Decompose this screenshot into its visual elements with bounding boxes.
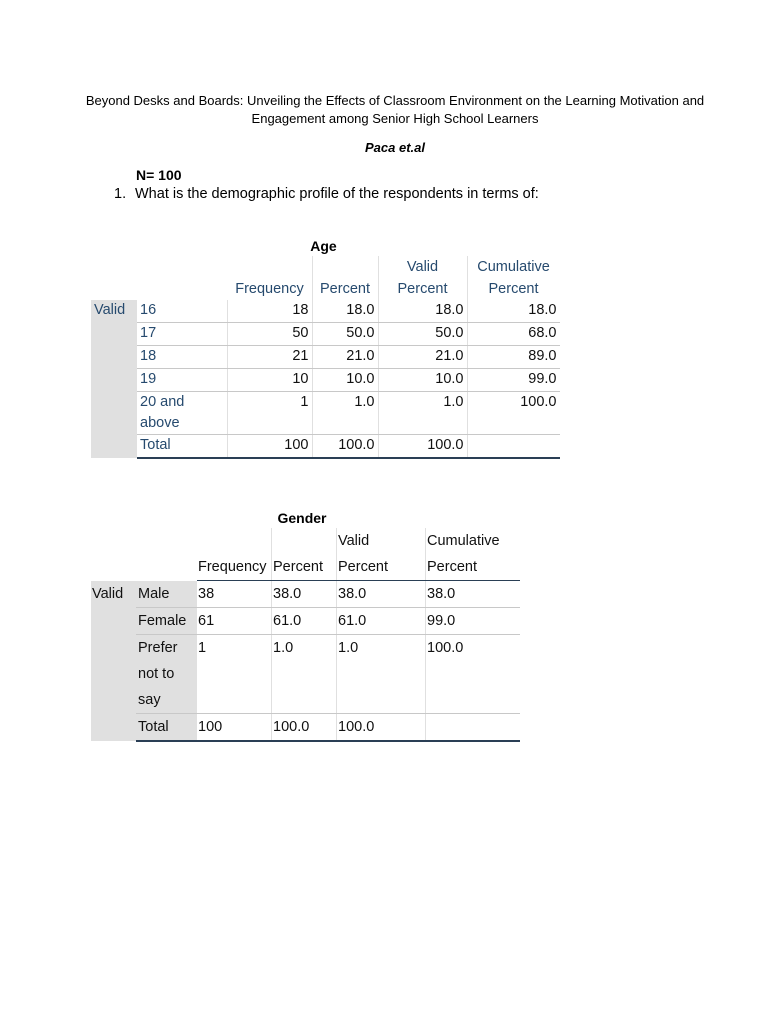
table-row <box>91 323 560 346</box>
gender-cumulative-percent <box>426 714 521 742</box>
table-row <box>91 581 520 608</box>
gender-valid-percent: 38.0 <box>337 581 426 608</box>
age-frequency: 18 <box>228 300 313 323</box>
age-cumulative-percent: 68.0 <box>467 323 560 346</box>
question-item <box>114 186 539 202</box>
age-valid-percent: 50.0 <box>378 323 467 346</box>
question-text: What is the demographic profile of the respondents in terms of: <box>135 186 539 202</box>
gender-header-top-frequency <box>197 528 272 554</box>
question-number: 1. <box>114 186 127 202</box>
sample-size-label: N= 100 <box>136 167 182 183</box>
table-row <box>91 635 520 714</box>
age-header-percent: Percent <box>312 278 378 300</box>
table-row <box>91 392 560 435</box>
gender-percent: 100.0 <box>272 714 337 742</box>
gender-category: Prefer not to say <box>136 635 197 714</box>
age-percent: 50.0 <box>312 323 378 346</box>
age-category: 19 <box>137 369 228 392</box>
gender-header-frequency: Frequency <box>197 554 272 581</box>
gender-header-cumulative-percent: Percent <box>426 554 521 581</box>
table-row-total <box>91 435 560 459</box>
age-cumulative-percent: 100.0 <box>467 392 560 435</box>
gender-cumulative-percent: 38.0 <box>426 581 521 608</box>
age-header-cumulative-percent: Percent <box>467 278 560 300</box>
age-frequency: 100 <box>228 435 313 459</box>
gender-group-label: Valid <box>91 581 136 742</box>
age-table-title: Age <box>310 238 337 254</box>
age-category: 20 and above <box>137 392 228 435</box>
gender-header-top-cumulative: Cumulative <box>426 528 521 554</box>
age-valid-percent: 1.0 <box>378 392 467 435</box>
gender-percent: 38.0 <box>272 581 337 608</box>
gender-frequency: 100 <box>197 714 272 742</box>
age-group-label: Valid <box>91 300 137 458</box>
age-header-top-percent <box>312 256 378 278</box>
document-author: Paca et.al <box>365 140 425 155</box>
gender-header-top-valid: Valid <box>337 528 426 554</box>
gender-valid-percent: 100.0 <box>337 714 426 742</box>
age-valid-percent: 100.0 <box>378 435 467 459</box>
age-cumulative-percent: 18.0 <box>467 300 560 323</box>
gender-header-percent: Percent <box>272 554 337 581</box>
table-row-total <box>91 714 520 742</box>
age-frequency: 1 <box>228 392 313 435</box>
age-category: 18 <box>137 346 228 369</box>
age-cumulative-percent: 89.0 <box>467 346 560 369</box>
age-valid-percent: 21.0 <box>378 346 467 369</box>
gender-frequency: 1 <box>197 635 272 714</box>
age-category: 16 <box>137 300 228 323</box>
gender-category: Male <box>136 581 197 608</box>
gender-cumulative-percent: 100.0 <box>426 635 521 714</box>
age-percent: 100.0 <box>312 435 378 459</box>
table-row <box>91 369 560 392</box>
gender-header-top-percent <box>272 528 337 554</box>
gender-percent: 1.0 <box>272 635 337 714</box>
gender-valid-percent: 1.0 <box>337 635 426 714</box>
gender-frequency: 61 <box>197 608 272 635</box>
age-table-block <box>91 236 560 459</box>
gender-category: Total <box>136 714 197 742</box>
age-table <box>91 256 560 459</box>
age-header-top-valid: Valid <box>378 256 467 278</box>
table-row <box>91 300 560 323</box>
gender-valid-percent: 61.0 <box>337 608 426 635</box>
age-header-frequency: Frequency <box>235 281 304 297</box>
gender-percent: 61.0 <box>272 608 337 635</box>
age-header-top-cumulative: Cumulative <box>467 256 560 278</box>
age-valid-percent: 10.0 <box>378 369 467 392</box>
gender-table-block <box>91 508 520 742</box>
age-percent: 21.0 <box>312 346 378 369</box>
age-percent: 10.0 <box>312 369 378 392</box>
table-row <box>91 346 560 369</box>
table-row <box>91 608 520 635</box>
age-cumulative-percent: 99.0 <box>467 369 560 392</box>
gender-table-title: Gender <box>277 510 327 526</box>
document-title: Beyond Desks and Boards: Unveiling the Effects of Classroom Environment on the Learning Motivation and Engagement among Senior High School Learners <box>85 93 705 126</box>
age-percent: 1.0 <box>312 392 378 435</box>
age-frequency: 21 <box>228 346 313 369</box>
age-header-top-frequency <box>228 256 313 278</box>
gender-cumulative-percent: 99.0 <box>426 608 521 635</box>
age-percent: 18.0 <box>312 300 378 323</box>
gender-category: Female <box>136 608 197 635</box>
gender-frequency: 38 <box>197 581 272 608</box>
age-frequency: 50 <box>228 323 313 346</box>
age-frequency: 10 <box>228 369 313 392</box>
age-category: Total <box>137 435 228 459</box>
age-valid-percent: 18.0 <box>378 300 467 323</box>
gender-table <box>91 528 520 742</box>
age-cumulative-percent <box>467 435 560 459</box>
age-category: 17 <box>137 323 228 346</box>
gender-header-valid-percent: Percent <box>337 554 426 581</box>
age-header-valid-percent: Percent <box>378 278 467 300</box>
